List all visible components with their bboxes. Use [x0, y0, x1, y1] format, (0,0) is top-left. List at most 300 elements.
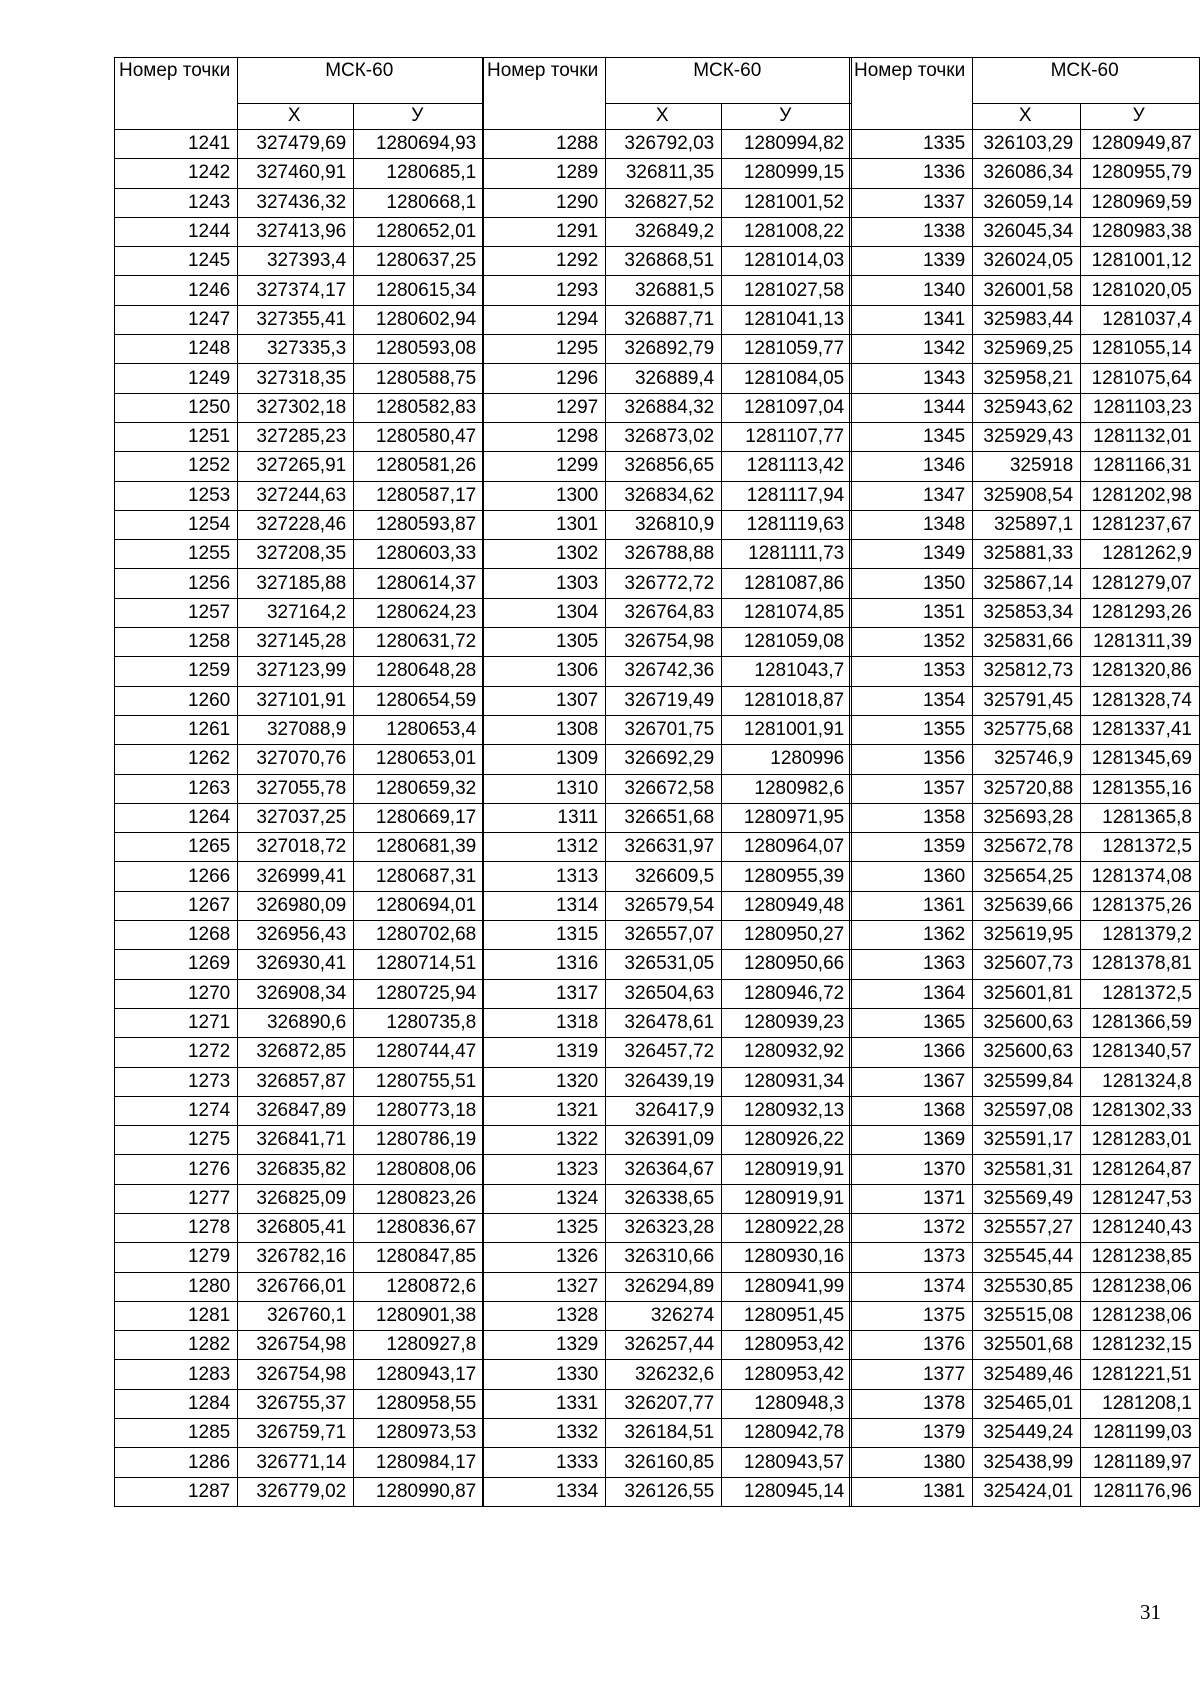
- x-coordinate-cell: 327335,3: [238, 335, 354, 364]
- y-coordinate-cell: 1281084,05: [722, 364, 852, 393]
- x-coordinate-cell: 325958,21: [973, 364, 1081, 393]
- y-coordinate-cell: 1281189,97: [1081, 1448, 1200, 1477]
- point-number-cell: 1318: [483, 1008, 606, 1037]
- y-coordinate-cell: 1280951,45: [722, 1301, 852, 1330]
- x-coordinate-cell: 327244,63: [238, 481, 354, 510]
- y-coordinate-cell: 1280648,28: [354, 657, 484, 686]
- x-coordinate-cell: 326827,52: [606, 188, 722, 217]
- x-coordinate-cell: 326759,71: [238, 1419, 354, 1448]
- point-number-header: Номер точки: [115, 58, 238, 130]
- y-coordinate-cell: 1280580,47: [354, 422, 484, 451]
- point-number-cell: 1372: [850, 1213, 973, 1242]
- y-coordinate-cell: 1280943,57: [722, 1448, 852, 1477]
- x-coordinate-cell: 326126,55: [606, 1477, 722, 1506]
- x-coordinate-cell: 326930,41: [238, 950, 354, 979]
- table-body: [850, 130, 1200, 1507]
- table-row: [483, 950, 852, 979]
- x-coordinate-cell: 325515,08: [973, 1301, 1081, 1330]
- point-number-cell: 1366: [850, 1038, 973, 1067]
- y-coordinate-cell: 1281059,77: [722, 335, 852, 364]
- x-coordinate-cell: 326772,72: [606, 569, 722, 598]
- y-coordinate-cell: 1280948,3: [722, 1389, 852, 1418]
- x-coordinate-cell: 326439,19: [606, 1067, 722, 1096]
- y-coordinate-cell: 1280973,53: [354, 1419, 484, 1448]
- y-coordinate-cell: 1280953,42: [722, 1360, 852, 1389]
- x-coordinate-cell: 326557,07: [606, 921, 722, 950]
- y-coordinate-cell: 1280971,95: [722, 803, 852, 832]
- x-coordinate-cell: 327070,76: [238, 745, 354, 774]
- table-row: [483, 1184, 852, 1213]
- table-row: [115, 422, 484, 451]
- table-row: [483, 481, 852, 510]
- point-number-cell: 1338: [850, 217, 973, 246]
- table-row: [115, 540, 484, 569]
- point-number-cell: 1252: [115, 452, 238, 481]
- point-number-cell: 1332: [483, 1419, 606, 1448]
- point-number-cell: 1380: [850, 1448, 973, 1477]
- point-number-cell: 1260: [115, 686, 238, 715]
- y-coordinate-cell: 1281302,33: [1081, 1096, 1200, 1125]
- y-coordinate-cell: 1281355,16: [1081, 774, 1200, 803]
- table-row: [483, 1448, 852, 1477]
- x-coordinate-cell: 326045,34: [973, 217, 1081, 246]
- y-coordinate-cell: 1280984,17: [354, 1448, 484, 1477]
- point-number-cell: 1323: [483, 1155, 606, 1184]
- table-row: [850, 1477, 1200, 1506]
- x-coordinate-cell: 326873,02: [606, 422, 722, 451]
- table-body: [115, 130, 484, 1507]
- table-row: [483, 657, 852, 686]
- point-number-cell: 1311: [483, 803, 606, 832]
- y-coordinate-cell: 1280990,87: [354, 1477, 484, 1506]
- point-number-cell: 1300: [483, 481, 606, 510]
- x-coordinate-cell: 325545,44: [973, 1243, 1081, 1272]
- table-row: [483, 891, 852, 920]
- table-row: [483, 1008, 852, 1037]
- y-coordinate-cell: 1280930,16: [722, 1243, 852, 1272]
- y-coordinate-cell: 1280958,55: [354, 1389, 484, 1418]
- table-row: [850, 393, 1200, 422]
- x-coordinate-cell: 326531,05: [606, 950, 722, 979]
- point-number-cell: 1251: [115, 422, 238, 451]
- point-number-cell: 1245: [115, 247, 238, 276]
- table-row: [483, 774, 852, 803]
- x-coordinate-cell: 325867,14: [973, 569, 1081, 598]
- table-row: [483, 1477, 852, 1506]
- point-number-cell: 1258: [115, 628, 238, 657]
- point-number-cell: 1353: [850, 657, 973, 686]
- table-row: [483, 364, 852, 393]
- point-number-cell: 1242: [115, 159, 238, 188]
- x-coordinate-cell: 326760,1: [238, 1301, 354, 1330]
- x-coordinate-cell: 326881,5: [606, 276, 722, 305]
- y-coordinate-cell: 1281279,07: [1081, 569, 1200, 598]
- table-row: [115, 745, 484, 774]
- x-coordinate-cell: 325881,33: [973, 540, 1081, 569]
- point-number-cell: 1309: [483, 745, 606, 774]
- table-row: [115, 1448, 484, 1477]
- y-coordinate-cell: 1281199,03: [1081, 1419, 1200, 1448]
- y-coordinate-cell: 1281166,31: [1081, 452, 1200, 481]
- point-number-cell: 1267: [115, 891, 238, 920]
- y-coordinate-cell: 1280725,94: [354, 979, 484, 1008]
- table-row: [115, 159, 484, 188]
- table-row: [850, 657, 1200, 686]
- point-number-cell: 1378: [850, 1389, 973, 1418]
- point-number-cell: 1344: [850, 393, 973, 422]
- table-row: [115, 1272, 484, 1301]
- y-coordinate-cell: 1280955,39: [722, 862, 852, 891]
- table-row: [115, 1184, 484, 1213]
- y-coordinate-cell: 1281247,53: [1081, 1184, 1200, 1213]
- point-number-cell: 1259: [115, 657, 238, 686]
- table-row: [850, 1243, 1200, 1272]
- table-row: [483, 540, 852, 569]
- x-coordinate-cell: 325465,01: [973, 1389, 1081, 1418]
- point-number-cell: 1286: [115, 1448, 238, 1477]
- table-row: [850, 422, 1200, 451]
- point-number-cell: 1326: [483, 1243, 606, 1272]
- point-number-cell: 1254: [115, 510, 238, 539]
- y-coordinate-cell: 1280942,78: [722, 1419, 852, 1448]
- point-number-cell: 1287: [115, 1477, 238, 1506]
- table-row: [115, 305, 484, 334]
- table-row: [483, 1213, 852, 1242]
- y-coordinate-cell: 1281001,12: [1081, 247, 1200, 276]
- x-coordinate-cell: 325639,66: [973, 891, 1081, 920]
- table-row: [483, 247, 852, 276]
- y-coordinate-cell: 1280654,59: [354, 686, 484, 715]
- y-coordinate-cell: 1281107,77: [722, 422, 852, 451]
- point-number-cell: 1335: [850, 130, 973, 159]
- x-coordinate-cell: 325601,81: [973, 979, 1081, 1008]
- y-coordinate-cell: 1281366,59: [1081, 1008, 1200, 1037]
- x-coordinate-cell: 326805,41: [238, 1213, 354, 1242]
- table-row: [483, 305, 852, 334]
- table-row: [850, 510, 1200, 539]
- y-coordinate-cell: 1280659,32: [354, 774, 484, 803]
- table-row: [115, 1155, 484, 1184]
- point-number-cell: 1333: [483, 1448, 606, 1477]
- point-number-cell: 1282: [115, 1331, 238, 1360]
- x-coordinate-cell: 325929,43: [973, 422, 1081, 451]
- x-coordinate-cell: 327055,78: [238, 774, 354, 803]
- table-row: [483, 1038, 852, 1067]
- point-number-cell: 1265: [115, 833, 238, 862]
- x-coordinate-cell: 326719,49: [606, 686, 722, 715]
- point-number-cell: 1291: [483, 217, 606, 246]
- table-row: [115, 979, 484, 1008]
- point-number-cell: 1350: [850, 569, 973, 598]
- point-number-cell: 1356: [850, 745, 973, 774]
- y-coordinate-cell: 1280624,23: [354, 598, 484, 627]
- table-row: [115, 891, 484, 920]
- x-coordinate-cell: 326766,01: [238, 1272, 354, 1301]
- y-coordinate-cell: 1280919,91: [722, 1184, 852, 1213]
- point-number-cell: 1274: [115, 1096, 238, 1125]
- point-number-cell: 1246: [115, 276, 238, 305]
- table-row: [850, 1213, 1200, 1242]
- table-row: [850, 862, 1200, 891]
- table-row: [850, 1331, 1200, 1360]
- x-coordinate-cell: 327208,35: [238, 540, 354, 569]
- table-row: [115, 1360, 484, 1389]
- table-row: [483, 686, 852, 715]
- y-coordinate-cell: 1281324,8: [1081, 1067, 1200, 1096]
- table-row: [483, 833, 852, 862]
- point-number-cell: 1263: [115, 774, 238, 803]
- coordinate-system-header: МСК-60: [606, 58, 852, 104]
- point-number-cell: 1325: [483, 1213, 606, 1242]
- table-row: [850, 335, 1200, 364]
- table-row: [850, 452, 1200, 481]
- x-header: Х: [973, 104, 1081, 130]
- x-coordinate-cell: 326908,34: [238, 979, 354, 1008]
- y-coordinate-cell: 1281337,41: [1081, 715, 1200, 744]
- y-coordinate-cell: 1280931,34: [722, 1067, 852, 1096]
- table-row: [850, 481, 1200, 510]
- table-row: [483, 1155, 852, 1184]
- table-row: [850, 188, 1200, 217]
- x-coordinate-cell: 326810,9: [606, 510, 722, 539]
- y-coordinate-cell: 1281001,52: [722, 188, 852, 217]
- x-coordinate-cell: 327088,9: [238, 715, 354, 744]
- y-coordinate-cell: 1280932,92: [722, 1038, 852, 1067]
- x-coordinate-cell: 326889,4: [606, 364, 722, 393]
- y-coordinate-cell: 1280872,6: [354, 1272, 484, 1301]
- y-coordinate-cell: 1280582,83: [354, 393, 484, 422]
- x-header: Х: [606, 104, 722, 130]
- table-row: [115, 833, 484, 862]
- table-row: [115, 1243, 484, 1272]
- x-coordinate-cell: 327018,72: [238, 833, 354, 862]
- x-coordinate-cell: 327318,35: [238, 364, 354, 393]
- coordinate-system-header: МСК-60: [973, 58, 1200, 104]
- y-coordinate-cell: 1280687,31: [354, 862, 484, 891]
- y-coordinate-cell: 1281264,87: [1081, 1155, 1200, 1184]
- y-coordinate-cell: 1280847,85: [354, 1243, 484, 1272]
- x-coordinate-cell: 326779,02: [238, 1477, 354, 1506]
- table-row: [115, 862, 484, 891]
- point-number-cell: 1363: [850, 950, 973, 979]
- coords-table-3: [849, 57, 1200, 1507]
- y-coordinate-cell: 1281041,13: [722, 305, 852, 334]
- x-coordinate-cell: 326579,54: [606, 891, 722, 920]
- y-coordinate-cell: 1281238,06: [1081, 1301, 1200, 1330]
- x-coordinate-cell: 325791,45: [973, 686, 1081, 715]
- table-row: [483, 803, 852, 832]
- x-coordinate-cell: 326754,98: [238, 1360, 354, 1389]
- table-row: [850, 305, 1200, 334]
- y-coordinate-cell: 1280949,87: [1081, 130, 1200, 159]
- x-coordinate-cell: 326417,9: [606, 1096, 722, 1125]
- table-row: [115, 1126, 484, 1155]
- x-coordinate-cell: 327479,69: [238, 130, 354, 159]
- point-number-cell: 1358: [850, 803, 973, 832]
- y-coordinate-cell: 1280919,91: [722, 1155, 852, 1184]
- y-coordinate-cell: 1280982,6: [722, 774, 852, 803]
- table-row: [850, 130, 1200, 159]
- point-number-cell: 1381: [850, 1477, 973, 1506]
- table-row: [115, 1419, 484, 1448]
- x-coordinate-cell: 325619,95: [973, 921, 1081, 950]
- table-row: [483, 921, 852, 950]
- point-number-cell: 1379: [850, 1419, 973, 1448]
- y-coordinate-cell: 1280808,06: [354, 1155, 484, 1184]
- point-number-cell: 1303: [483, 569, 606, 598]
- x-coordinate-cell: 326872,85: [238, 1038, 354, 1067]
- x-coordinate-cell: 326980,09: [238, 891, 354, 920]
- x-coordinate-cell: 326834,62: [606, 481, 722, 510]
- y-coordinate-cell: 1281375,26: [1081, 891, 1200, 920]
- point-number-cell: 1271: [115, 1008, 238, 1037]
- x-coordinate-cell: 325831,66: [973, 628, 1081, 657]
- table-row: [850, 598, 1200, 627]
- y-coordinate-cell: 1280669,17: [354, 803, 484, 832]
- point-number-cell: 1351: [850, 598, 973, 627]
- y-coordinate-cell: 1281117,94: [722, 481, 852, 510]
- x-coordinate-cell: 326504,63: [606, 979, 722, 1008]
- point-number-cell: 1243: [115, 188, 238, 217]
- table-row: [850, 686, 1200, 715]
- x-coordinate-cell: 325600,63: [973, 1008, 1081, 1037]
- point-number-cell: 1328: [483, 1301, 606, 1330]
- x-coordinate-cell: 326811,35: [606, 159, 722, 188]
- x-coordinate-cell: 326086,34: [973, 159, 1081, 188]
- x-coordinate-cell: 325597,08: [973, 1096, 1081, 1125]
- point-number-cell: 1301: [483, 510, 606, 539]
- point-number-cell: 1281: [115, 1301, 238, 1330]
- point-number-cell: 1285: [115, 1419, 238, 1448]
- y-coordinate-cell: 1281262,9: [1081, 540, 1200, 569]
- y-coordinate-cell: 1280994,82: [722, 130, 852, 159]
- x-coordinate-cell: 326631,97: [606, 833, 722, 862]
- point-number-cell: 1377: [850, 1360, 973, 1389]
- x-coordinate-cell: 326609,5: [606, 862, 722, 891]
- y-coordinate-cell: 1280744,47: [354, 1038, 484, 1067]
- x-header: Х: [238, 104, 354, 130]
- point-number-cell: 1334: [483, 1477, 606, 1506]
- x-coordinate-cell: 326001,58: [973, 276, 1081, 305]
- x-coordinate-cell: 325501,68: [973, 1331, 1081, 1360]
- point-number-cell: 1316: [483, 950, 606, 979]
- table-row: [483, 745, 852, 774]
- point-number-cell: 1315: [483, 921, 606, 950]
- x-coordinate-cell: 326651,68: [606, 803, 722, 832]
- point-number-cell: 1367: [850, 1067, 973, 1096]
- y-coordinate-cell: 1281119,63: [722, 510, 852, 539]
- coords-table-2: [482, 57, 852, 1507]
- y-coordinate-cell: 1280581,26: [354, 452, 484, 481]
- point-number-cell: 1349: [850, 540, 973, 569]
- x-coordinate-cell: 327164,2: [238, 598, 354, 627]
- y-coordinate-cell: 1280602,94: [354, 305, 484, 334]
- table-row: [483, 1389, 852, 1418]
- point-number-cell: 1255: [115, 540, 238, 569]
- y-coordinate-cell: 1281293,26: [1081, 598, 1200, 627]
- y-coordinate-cell: 1281372,5: [1081, 833, 1200, 862]
- y-coordinate-cell: 1280983,38: [1081, 217, 1200, 246]
- y-coordinate-cell: 1280823,26: [354, 1184, 484, 1213]
- point-number-cell: 1317: [483, 979, 606, 1008]
- y-coordinate-cell: 1281372,5: [1081, 979, 1200, 1008]
- table-row: [850, 1155, 1200, 1184]
- x-coordinate-cell: 326323,28: [606, 1213, 722, 1242]
- point-number-cell: 1268: [115, 921, 238, 950]
- x-coordinate-cell: 326847,89: [238, 1096, 354, 1125]
- point-number-cell: 1295: [483, 335, 606, 364]
- table-row: [850, 774, 1200, 803]
- table-row: [483, 598, 852, 627]
- point-number-cell: 1375: [850, 1301, 973, 1330]
- x-coordinate-cell: 325943,62: [973, 393, 1081, 422]
- x-coordinate-cell: 326890,6: [238, 1008, 354, 1037]
- table-row: [850, 247, 1200, 276]
- table-row: [850, 1301, 1200, 1330]
- point-number-cell: 1298: [483, 422, 606, 451]
- x-coordinate-cell: 326764,83: [606, 598, 722, 627]
- table-row: [115, 921, 484, 950]
- y-coordinate-cell: 1281221,51: [1081, 1360, 1200, 1389]
- point-number-cell: 1299: [483, 452, 606, 481]
- x-coordinate-cell: 327123,99: [238, 657, 354, 686]
- point-number-cell: 1373: [850, 1243, 973, 1272]
- y-coordinate-cell: 1280939,23: [722, 1008, 852, 1037]
- y-coordinate-cell: 1281238,85: [1081, 1243, 1200, 1272]
- x-coordinate-cell: 326868,51: [606, 247, 722, 276]
- y-coordinate-cell: 1280681,39: [354, 833, 484, 862]
- table-row: [483, 510, 852, 539]
- point-number-cell: 1339: [850, 247, 973, 276]
- y-coordinate-cell: 1280999,15: [722, 159, 852, 188]
- x-coordinate-cell: 327265,91: [238, 452, 354, 481]
- table-row: [850, 1419, 1200, 1448]
- table-row: [850, 159, 1200, 188]
- table-row: [483, 1360, 852, 1389]
- point-number-cell: 1327: [483, 1272, 606, 1301]
- table-row: [115, 569, 484, 598]
- x-coordinate-cell: 325775,68: [973, 715, 1081, 744]
- table-row: [115, 1096, 484, 1125]
- point-number-cell: 1348: [850, 510, 973, 539]
- x-coordinate-cell: 326956,43: [238, 921, 354, 950]
- x-coordinate-cell: 326391,09: [606, 1126, 722, 1155]
- y-coordinate-cell: 1280653,4: [354, 715, 484, 744]
- point-number-cell: 1360: [850, 862, 973, 891]
- x-coordinate-cell: 327285,23: [238, 422, 354, 451]
- y-coordinate-cell: 1280964,07: [722, 833, 852, 862]
- x-coordinate-cell: 325746,9: [973, 745, 1081, 774]
- point-number-cell: 1266: [115, 862, 238, 891]
- x-coordinate-cell: 326338,65: [606, 1184, 722, 1213]
- table-row: [850, 1360, 1200, 1389]
- x-coordinate-cell: 326892,79: [606, 335, 722, 364]
- x-coordinate-cell: 326835,82: [238, 1155, 354, 1184]
- y-coordinate-cell: 1280668,1: [354, 188, 484, 217]
- point-number-cell: 1248: [115, 335, 238, 364]
- y-coordinate-cell: 1280945,14: [722, 1477, 852, 1506]
- table-row: [850, 569, 1200, 598]
- point-number-cell: 1289: [483, 159, 606, 188]
- table-row: [483, 335, 852, 364]
- point-number-cell: 1331: [483, 1389, 606, 1418]
- table-row: [483, 1419, 852, 1448]
- y-coordinate-cell: 1281320,86: [1081, 657, 1200, 686]
- x-coordinate-cell: 326294,89: [606, 1272, 722, 1301]
- x-coordinate-cell: 327228,46: [238, 510, 354, 539]
- y-coordinate-cell: 1281232,15: [1081, 1331, 1200, 1360]
- y-coordinate-cell: 1280926,22: [722, 1126, 852, 1155]
